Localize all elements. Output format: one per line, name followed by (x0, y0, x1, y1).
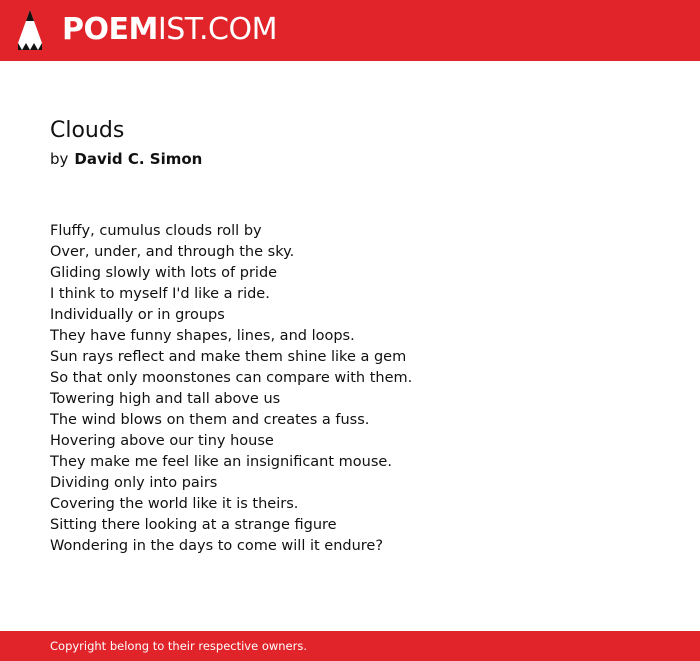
site-logo[interactable] (62, 12, 277, 48)
poem-line: The wind blows on them and creates a fuss. (50, 412, 370, 428)
by-label: by (50, 150, 69, 168)
byline (50, 148, 670, 170)
copyright-text: Copyright belong to their respective owners. (50, 639, 308, 653)
logo-light-text: IST.COM (157, 12, 277, 47)
poem-line: I think to myself I'd like a ride. (50, 286, 270, 302)
poem-content (50, 116, 670, 557)
poem-line: Over, under, and through the sky. (50, 244, 295, 260)
poem-line: They make me feel like an insignificant mouse. (50, 454, 392, 470)
poem-line: Hovering above our tiny house (50, 433, 274, 449)
poem-line: Fluffy, cumulus clouds roll by (50, 223, 262, 239)
site-footer (0, 631, 700, 661)
poem-line: So that only moonstones can compare with them. (50, 370, 413, 386)
site-header (0, 0, 700, 61)
poem-title: Clouds (50, 118, 125, 143)
pencil-tip-icon[interactable] (17, 9, 43, 51)
poem-line: Individually or in groups (50, 307, 225, 323)
poem-line: Wondering in the days to come will it endure? (50, 538, 384, 554)
poem-line: Covering the world like it is theirs. (50, 496, 299, 512)
poem-line: Sitting there looking at a strange figure (50, 517, 337, 533)
poem-line: Towering high and tall above us (50, 391, 281, 407)
logo-bold-text: POEM (62, 12, 158, 47)
poem-line: They have funny shapes, lines, and loops. (50, 328, 355, 344)
author-name: David C. Simon (74, 150, 203, 168)
poem-body (50, 221, 670, 557)
poem-line: Gliding slowly with lots of pride (50, 265, 278, 281)
poem-line: Dividing only into pairs (50, 475, 218, 491)
poem-line: Sun rays reflect and make them shine like a gem (50, 349, 407, 365)
